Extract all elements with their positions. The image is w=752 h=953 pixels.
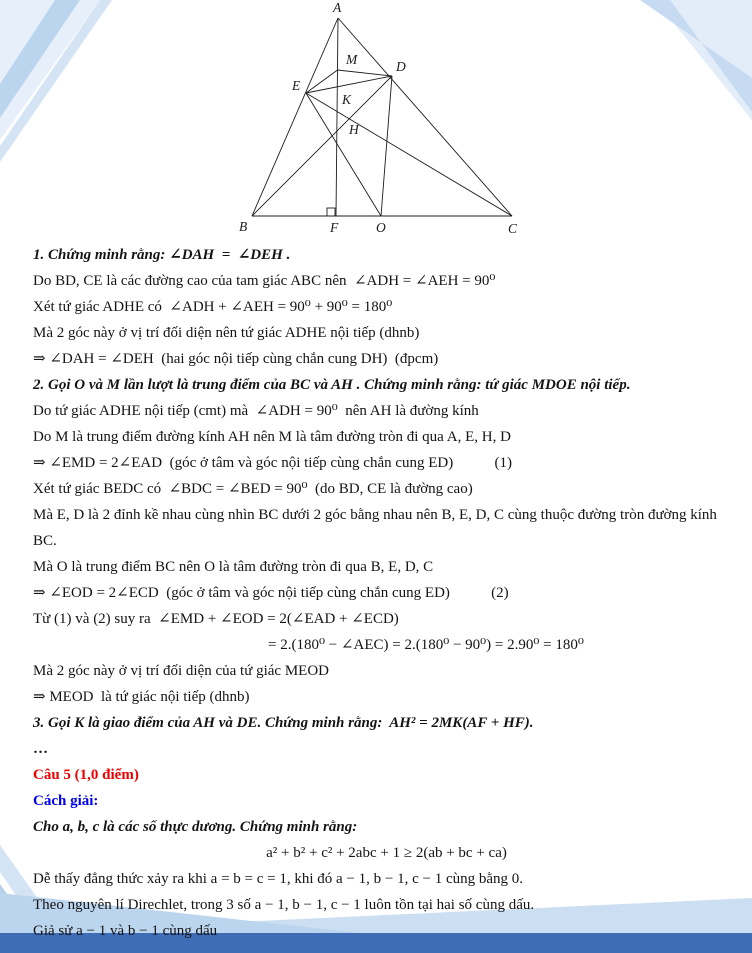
label-O: O (376, 220, 386, 235)
section-1-heading: 1. Chứng minh rằng: ∠DAH = ∠DEH . (33, 247, 291, 263)
solution-label: Cách giải: (33, 793, 99, 809)
proof-line: ⇒ ∠EOD = 2∠ECD (góc ở tâm và góc nội tiếp cùng chắn cung ED) (2) (33, 585, 509, 601)
solution-text (33, 242, 740, 944)
proof-line: Do M là trung điểm đường kính AH nên M là tâm đường tròn đi qua A, E, H, D (33, 429, 511, 445)
proof-line: Xét tứ giác ADHE có ∠ADH + ∠AEH = 90⁰ + 90⁰ = 180⁰ (33, 299, 393, 315)
proof-line: Mà E, D là 2 đỉnh kề nhau cùng nhìn BC dưới 2 góc bằng nhau nên B, E, D, C cùng thuộc đường tròn đường kính BC. (33, 507, 721, 549)
line-MD (338, 70, 393, 76)
equation-line: = 2.(180⁰ − ∠AEC) = 2.(180⁰ − 90⁰) = 2.90⁰ = 180⁰ (268, 637, 584, 653)
label-B: B (239, 219, 248, 234)
proof-line: ⇒ ∠EMD = 2∠EAD (góc ở tâm và góc nội tiếp cùng chắn cung ED) (1) (33, 455, 512, 471)
proof-line: Mà 2 góc này ở vị trí đối diện của tứ giác MEOD (33, 663, 329, 679)
proof-line: ⇒ ∠DAH = ∠DEH (hai góc nội tiếp cùng chắn cung DH) (đpcm) (33, 351, 439, 367)
line-EO (306, 93, 381, 216)
line-AB (252, 18, 338, 216)
line-ED (306, 76, 392, 93)
label-A: A (333, 0, 342, 15)
proof-line: Mà 2 góc này ở vị trí đối diện nên tứ giác ADHE nội tiếp (dhnb) (33, 325, 420, 341)
line-BD-altitude (252, 76, 392, 216)
section-2-heading: 2. Gọi O và M lần lượt là trung điểm của BC và AH . Chứng minh rằng: tứ giác MDOE nội tiếp. (33, 377, 631, 393)
proof-line: Theo nguyên lí Direchlet, trong 3 số a − 1, b − 1, c − 1 luôn tồn tại hai số cùng dấu. (33, 897, 535, 913)
question-5-title: Câu 5 (1,0 điểm) (33, 767, 139, 783)
label-F: F (330, 220, 339, 235)
proof-line: Giả sử a − 1 và b − 1 cùng dấu (33, 923, 218, 939)
right-angle-marker (327, 208, 335, 216)
ellipsis-line: … (33, 741, 48, 757)
label-C: C (508, 221, 518, 236)
line-AC (338, 18, 512, 216)
proof-line: Do BD, CE là các đường cao của tam giác ABC nên ∠ADH = ∠AEH = 90⁰ (33, 273, 496, 289)
proof-line: Dễ thấy đẳng thức xảy ra khi a = b = c = 1, khi đó a − 1, b − 1, c − 1 cùng bằng 0. (33, 871, 524, 887)
label-D: D (396, 59, 406, 74)
proof-line: Xét tứ giác BEDC có ∠BDC = ∠BED = 90⁰ (do BD, CE là đường cao) (33, 481, 473, 497)
proof-line: ⇒ MEOD là tứ giác nội tiếp (dhnb) (33, 689, 250, 705)
proof-line: Do tứ giác ADHE nội tiếp (cmt) mà ∠ADH = 90⁰ nên AH là đường kính (33, 403, 479, 419)
geometry-figure (0, 0, 752, 240)
line-AF-altitude (336, 18, 338, 216)
proof-line: Mà O là trung điểm BC nên O là tâm đường tròn đi qua B, E, D, C (33, 559, 434, 575)
line-DO (381, 76, 392, 216)
inequality-equation: a² + b² + c² + 2abc + 1 ≥ 2(ab + bc + ca) (266, 845, 507, 861)
label-H: H (349, 122, 359, 137)
proof-line: Từ (1) và (2) suy ra ∠EMD + ∠EOD = 2(∠EAD + ∠ECD) (33, 611, 399, 627)
label-K: K (342, 92, 352, 107)
label-E: E (292, 78, 301, 93)
section-3-heading: 3. Gọi K là giao điểm của AH và DE. Chứng minh rằng: AH² = 2MK(AF + HF). (33, 715, 534, 731)
label-M: M (346, 52, 358, 67)
problem-statement: Cho a, b, c là các số thực dương. Chứng minh rằng: (33, 819, 358, 835)
